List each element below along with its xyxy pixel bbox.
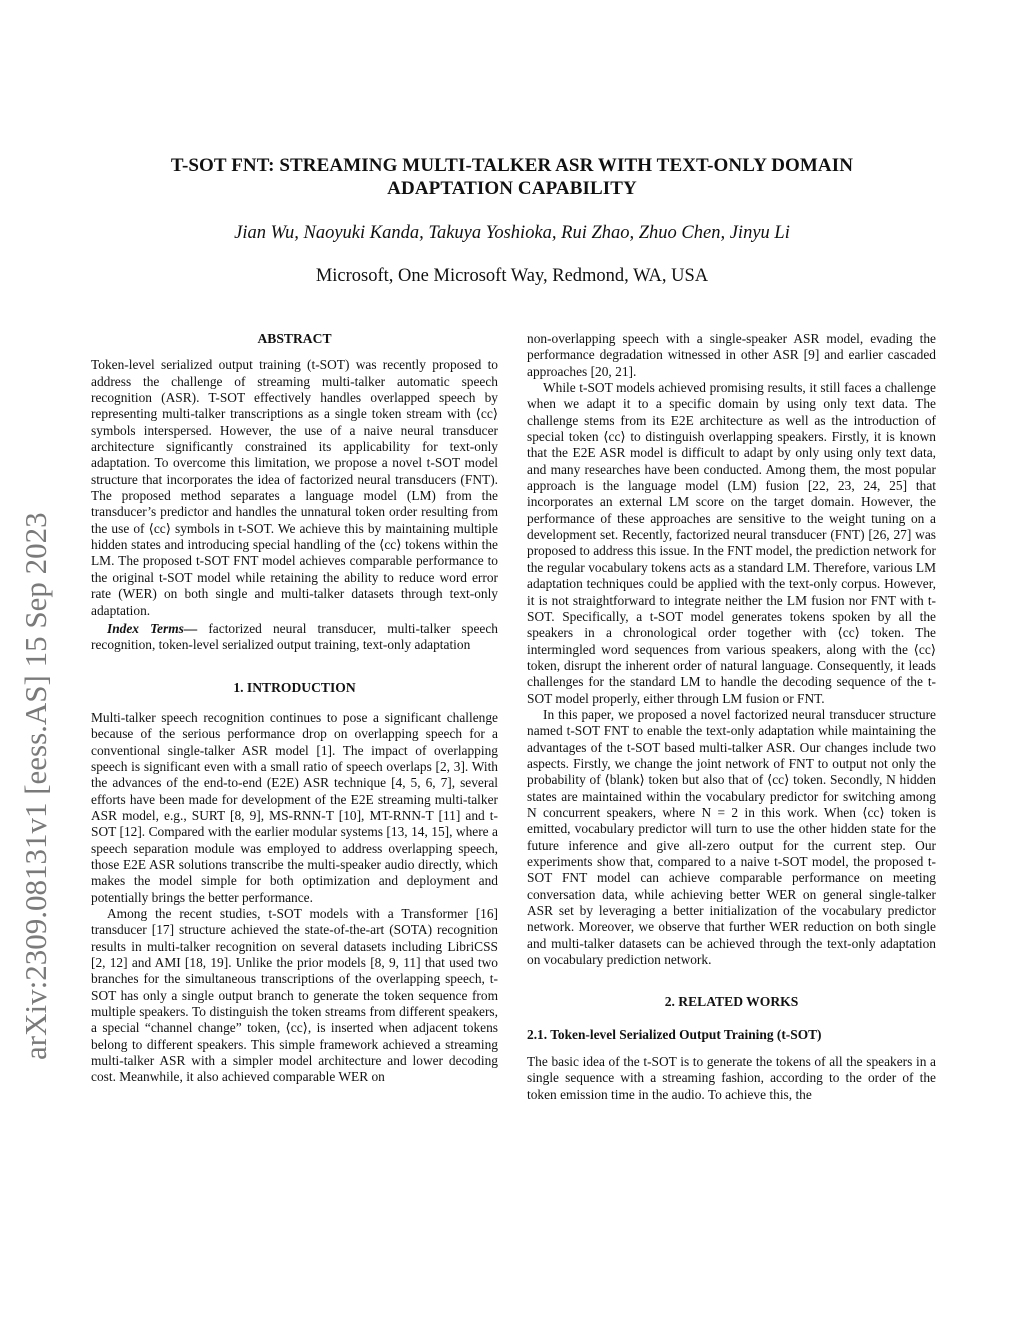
title-line-1: T-SOT FNT: STREAMING MULTI-TALKER ASR WITH TEXT-ONLY DOMAIN	[170, 155, 854, 176]
index-terms-label: Index Terms—	[107, 620, 198, 636]
left-column	[91, 331, 498, 1086]
index-terms-text: factorized neural transducer, multi-talker speech recognition, token-level serialized output training, text-only adaptation	[91, 620, 498, 653]
related-works-heading: 2. RELATED WORKS	[664, 994, 799, 1010]
intro-paragraph-2: Among the recent studies, t-SOT models with a Transformer [16] transducer [17] structure achieved the state-of-the-art (SOTA) recognition results in multi-talker recognition on several datasets including LibriCSS [2, 12] and AMI [18, 19]. Unlike the prior models [8, 9, 11] that used two branches for the simultaneous transcriptions of the overlapping speech, t-SOT has only a single output branch to generate the token sequence from multiple speakers. To distinguish the token streams from different speakers, a special “channel change” token, ⟨cc⟩, is inserted when adjacent tokens belong to different speakers. This simple framework achieved a streaming multi-talker ASR with a simpler model architecture and lower decoding cost. Meanwhile, it also achieved comparable WER on	[91, 906, 498, 1085]
abstract-body: Token-level serialized output training (t-SOT) was recently proposed to address the challenge of streaming multi-talker automatic speech recognition (ASR). T-SOT effectively handles overlapped speech by representing multi-talker transcriptions as a single token stream with ⟨cc⟩ symbols interspersed. However, the use of a naive neural transducer architecture significantly constrained its applicability for text-only adaptation. To overcome this limitation, we propose a novel t-SOT model structure that incorporates the idea of factorized neural transducers (FNT). The proposed method separates a language model (LM) from the transducer’s predictor and handles the unnatural token order resulting from the use of ⟨cc⟩ symbols in t-SOT. We achieve this by maintaining multiple hidden states and introducing special handling of the ⟨cc⟩ tokens within the LM. The proposed t-SOT FNT model achieves comparable performance to the original t-SOT model while retaining the ability to reduce word error rate (WER) on both single and multi-talker datasets through text-only adaptation.	[91, 357, 498, 618]
intro-paragraph-3: non-overlapping speech with a single-speaker ASR model, evading the performance degradation witnessed in other ASR [9] and earlier cascaded approaches [20, 21].	[527, 331, 936, 379]
introduction-heading: 1. INTRODUCTION	[233, 679, 356, 695]
affiliation: Microsoft, One Microsoft Way, Redmond, WA, USA	[315, 266, 709, 286]
intro-paragraph-1: Multi-talker speech recognition continues to pose a significant challenge because of the serious performance drop on overlapping speech for a conventional single-talker ASR model [1]. The impact of overlapping speech is significant even with a small ratio of speech overlaps [2, 3]. With the advances of the end-to-end (E2E) ASR technique [4, 5, 6, 7], several efforts have been made for development of the E2E streaming multi-talker ASR model, e.g., SURT [8, 9], MS-RNN-T [10], MT-RNN-T [11] and t-SOT [12]. Compared with the earlier modular systems [13, 14, 15], where a speech separation module was employed to address overlapping speech, those E2E ASR solutions transcribe the multi-speaker audio directly, which makes the model simple for both optimization and deployment and potentially brings the better performance.	[91, 709, 498, 905]
related-paragraph-1: The basic idea of the t-SOT is to generate the tokens of all the speakers in a single sequence with a streaming fashion, according to the order of the token emission time in the audio. To achieve this, the	[527, 1054, 936, 1102]
paper-title	[100, 154, 924, 200]
title-line-2: ADAPTATION CAPABILITY	[387, 178, 637, 199]
right-column	[527, 331, 936, 1103]
arxiv-side-label: arXiv:2309.08131v1 [eess.AS] 15 Sep 2023	[18, 512, 53, 1060]
abstract-heading: ABSTRACT	[257, 331, 332, 346]
intro-paragraph-4: While t-SOT models achieved promising results, it still faces a challenge when we adapt it to a specific domain by using only text data. The challenge stems from its E2E architecture as well as the introduction of special token ⟨cc⟩ to distinguish overlapping speakers. Firstly, it is known that the E2E ASR model is difficult to adapt by only using only text data, and many researches have been conducted. Among them, the most popular approach is the language model (LM) fusion [22, 23, 24, 25] that incorporates an external LM score on the target domain. However, the performance of these approaches are sensitive to the weight tuning on a development set. Recently, factorized neural transducer (FNT) [26, 27] was proposed to address this issue. In the FNT model, the prediction network for the regular vocabulary tokens acts as a standard LM. Therefore, various LM adaptation techniques could be applied with the text-only corpus. However, it is not straightforward to integrate neither the LM fusion nor FNT with t-SOT. Specifically, a t-SOT model generates tokens spoken by all the speakers in a chronological order together with ⟨cc⟩ token. The intermingled word sequences from various speakers, along with the ⟨cc⟩ token, disrupt the inherent order of natural language. Consequently, it leads challenges for the standard LM to handle the decoding sequence of the t-SOT model properly, either through LM fusion or FNT.	[527, 380, 936, 706]
authors: Jian Wu, Naoyuki Kanda, Takuya Yoshioka, Rui Zhao, Zhuo Chen, Jinyu Li	[234, 223, 790, 243]
intro-paragraph-5: In this paper, we proposed a novel factorized neural transducer structure named t-SOT FNT to enable the text-only adaptation while maintaining the advantages of the t-SOT based multi-talker ASR. Our changes include two aspects. Firstly, we change the joint network of FNT to output not only the probability of ⟨blank⟩ token but also that of ⟨cc⟩ token. Secondly, N hidden states are maintained within the vocabulary predictor for switching among N concurrent speakers, where N = 2 in this work. When ⟨cc⟩ token is emitted, vocabulary predictor will turn to use the other hidden state for the future inference and give all-zero output for the current step. Our experiments show that, compared to a naive t-SOT model, the proposed t-SOT FNT model can achieve comparable performance on meeting conversation data, while achieving better WER on general single-talker ASR set by leveraging a better initialization of the vocabulary predictor network. Moreover, we observe that further WER reduction on both single and multi-talker datasets can be achieved through the text-only adaptation on vocabulary prediction network.	[527, 706, 936, 968]
index-terms	[91, 621, 498, 654]
tsot-subsection-heading: 2.1. Token-level Serialized Output Training (t-SOT)	[527, 1026, 822, 1042]
